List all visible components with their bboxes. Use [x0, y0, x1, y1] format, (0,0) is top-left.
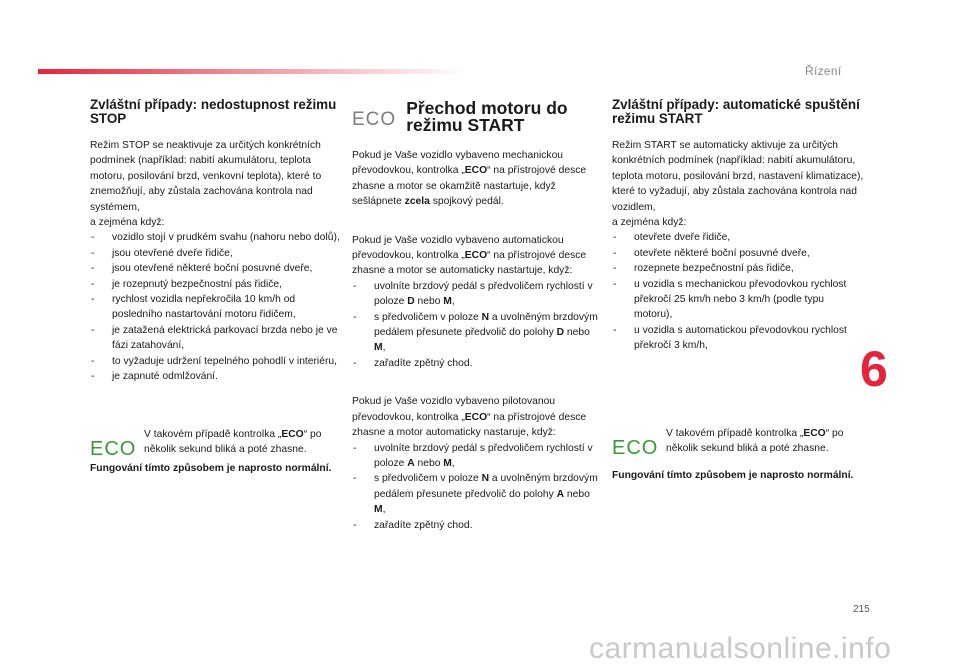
header-accent-bar — [38, 69, 468, 74]
paragraph-automatic: Pokud je Vaše vozidlo vybaveno automatickou převodovkou, kontrolka „ECO“ na přístrojové desce zhasne a motor se automaticky nastartuje, když: — [352, 234, 587, 277]
list-item: - rychlost vozidla nepřekročila 10 km/h od posledního nastartování motoru řidičem, — [90, 292, 342, 323]
normal-note: Fungování tímto způsobem je naprosto normální. — [90, 462, 332, 474]
list-item: - je rozepnutý bezpečnostní pás řidiče, — [90, 277, 342, 292]
note-text: V takovém případě kontrolka „ECO“ po několik sekund bliká a poté zhasne. — [144, 428, 322, 455]
section-stop-unavailable — [90, 98, 342, 476]
eco-note — [612, 426, 864, 458]
list-item: - zařadíte zpětný chod. — [352, 356, 604, 371]
condition-list — [90, 230, 342, 384]
paragraph-piloted: Pokud je Vaše vozidlo vybaveno pilotovanou převodovkou, kontrolka „ECO“ na přístrojové desce zhasne a motor automaticky nastaruje, když: — [352, 396, 587, 439]
list-item: - vozidlo stojí v prudkém svahu (nahoru nebo dolů), — [90, 230, 342, 245]
list-item: - s předvoličem v poloze N a uvolněným brzdovým pedálem přesunete předvolič do polohy A nebo M, — [352, 471, 604, 517]
list-item: - jsou otevřené některé boční posuvné dveře, — [90, 261, 342, 276]
chapter-title: Řízení — [805, 64, 842, 78]
list-item: - u vozidla s mechanickou převodovkou rychlost překročí 25 km/h nebo 3 km/h (podle typu motoru), — [612, 277, 864, 323]
paragraph: Režim STOP se neaktivuje za určitých konkrétních podmínek (například: nabití akumulátoru, teplota motoru, posilování brzd, venkovní teplota), které to znemožňují, aby zůstala zachována kontrola nad systémem, — [90, 140, 322, 213]
watermark: carmanualsonline.info — [589, 632, 892, 665]
list-item: - je zatažená elektrická parkovací brzda nebo je ve fázi zatahování, — [90, 323, 342, 354]
chapter-tab-number: 6 — [860, 341, 888, 397]
section-title: Zvláštní případy: automatické spuštění režimu START — [612, 97, 860, 126]
eco-indicator-icon: ECO — [612, 436, 659, 459]
paragraph-manual: Pokud je Vaše vozidlo vybaveno mechanickou převodovkou, kontrolka „ECO“ na přístrojové desce zhasne a motor se okamžitě nastartuje, když sešlápnete zcela spojkový pedál. — [352, 150, 587, 208]
section-header — [352, 100, 604, 134]
list-item: - uvolníte brzdový pedál s předvoličem rychlostí v poloze D nebo M, — [352, 279, 604, 310]
section-auto-start — [612, 98, 864, 483]
list-item: - zařadíte zpětný chod. — [352, 518, 604, 533]
page-number: 215 — [853, 604, 870, 615]
list-item: - s předvoličem v poloze N a uvolněným brzdovým pedálem přesunete předvolič do polohy D nebo M, — [352, 310, 604, 356]
condition-list — [352, 279, 604, 371]
section-start-mode — [352, 98, 604, 533]
paragraph: Režim START se automaticky aktivuje za určitých konkrétních podmínek (například: nabití akumulátoru, teplota motoru, posilování brzd, nastavení klimatizace), které to vyžadují, aby zůstala zachována kontrola nad vozidlem, — [612, 140, 864, 213]
note-text: V takovém případě kontrolka „ECO“ po několik sekund bliká a poté zhasne. — [666, 427, 844, 455]
eco-indicator-icon: ECO — [352, 109, 397, 130]
paragraph-lead: a zejména když: — [90, 217, 165, 229]
section-title: Zvláštní případy: nedostupnost režimu STOP — [90, 97, 337, 126]
condition-list — [612, 230, 864, 353]
list-item: - rozepnete bezpečnostní pás řidiče, — [612, 261, 864, 276]
eco-indicator-icon: ECO — [90, 437, 137, 460]
list-item: - otevřete některé boční posuvné dveře, — [612, 246, 864, 261]
list-item: - u vozidla s automatickou převodovkou rychlost překročí 3 km/h, — [612, 323, 864, 354]
list-item: - to vyžaduje udržení tepelného pohodlí v interiéru, — [90, 354, 342, 369]
list-item: - otevřete dveře řidiče, — [612, 230, 864, 245]
section-title: Přechod motoru do režimu START — [406, 98, 568, 135]
list-item: - je zapnuté odmlžování. — [90, 369, 342, 384]
normal-note: Fungování tímto způsobem je naprosto normální. — [612, 469, 854, 481]
list-item: - uvolníte brzdový pedál s předvoličem rychlostí v poloze A nebo M, — [352, 441, 604, 472]
list-item: - jsou otevřené dveře řidiče, — [90, 246, 342, 261]
paragraph-lead: a zejména když: — [612, 217, 687, 229]
eco-note — [90, 427, 342, 459]
condition-list — [352, 441, 604, 533]
